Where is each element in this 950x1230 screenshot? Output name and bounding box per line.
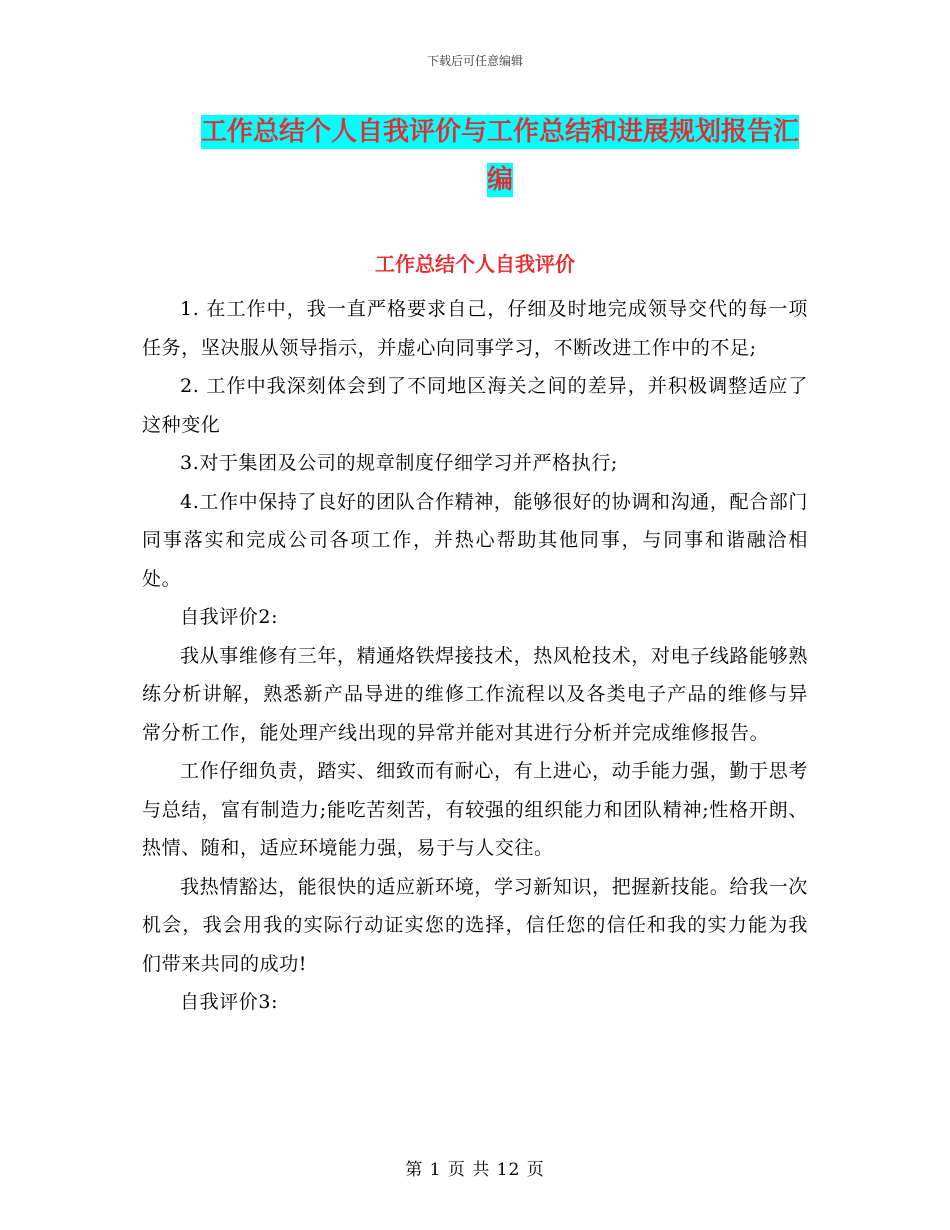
paragraph: 我热情豁达，能很快的适应新环境，学习新知识，把握新技能。给我一次机会，我会用我的实际行动证实您的选择，信任您的信任和我的实力能为我们带来共同的成功! <box>142 875 808 975</box>
body-text <box>142 290 808 1022</box>
paragraph-subheading: 自我评价3: <box>180 991 279 1013</box>
main-title <box>160 108 840 204</box>
paragraph: 1. 在工作中，我一直严格要求自己，仔细及时地完成领导交代的每一项任务，坚决服从领导指示，并虚心向同事学习，不断改进工作中的不足; <box>142 298 808 359</box>
paragraph: 3.对于集团及公司的规章制度仔细学习并严格执行; <box>180 452 618 474</box>
section-title: 工作总结个人自我评价 <box>375 252 575 276</box>
paragraph: 2. 工作中我深刻体会到了不同地区海关之间的差异，并积极调整适应了这种变化 <box>142 375 808 436</box>
paragraph: 工作仔细负责，踏实、细致而有耐心，有上进心，动手能力强，勤于思考与总结，富有制造力;能吃苦刻苦，有较强的组织能力和团队精神;性格开朗、热情、随和，适应环境能力强，易于与人交往。 <box>142 760 808 859</box>
paragraph: 4.工作中保持了良好的团队合作精神，能够很好的协调和沟通，配合部门同事落实和完成公司各项工作，并热心帮助其他同事，与同事和谐融洽相处。 <box>142 490 808 590</box>
paragraph: 我从事维修有三年，精通烙铁焊接技术，热风枪技术，对电子线路能够熟练分析讲解，熟悉新产品导进的维修工作流程以及各类电子产品的维修与异常分析工作，能处理产线出现的异常并能对其进行分析并完成维修报告。 <box>142 644 808 744</box>
page-footer: 第 1 页 共 12 页 <box>405 1160 545 1180</box>
paragraph-subheading: 自我评价2: <box>180 606 279 628</box>
main-title-line2: 编 <box>486 165 513 195</box>
header-note: 下载后可任意编辑 <box>426 54 523 68</box>
main-title-line1: 工作总结个人自我评价与工作总结和进展规划报告汇 <box>200 117 799 147</box>
